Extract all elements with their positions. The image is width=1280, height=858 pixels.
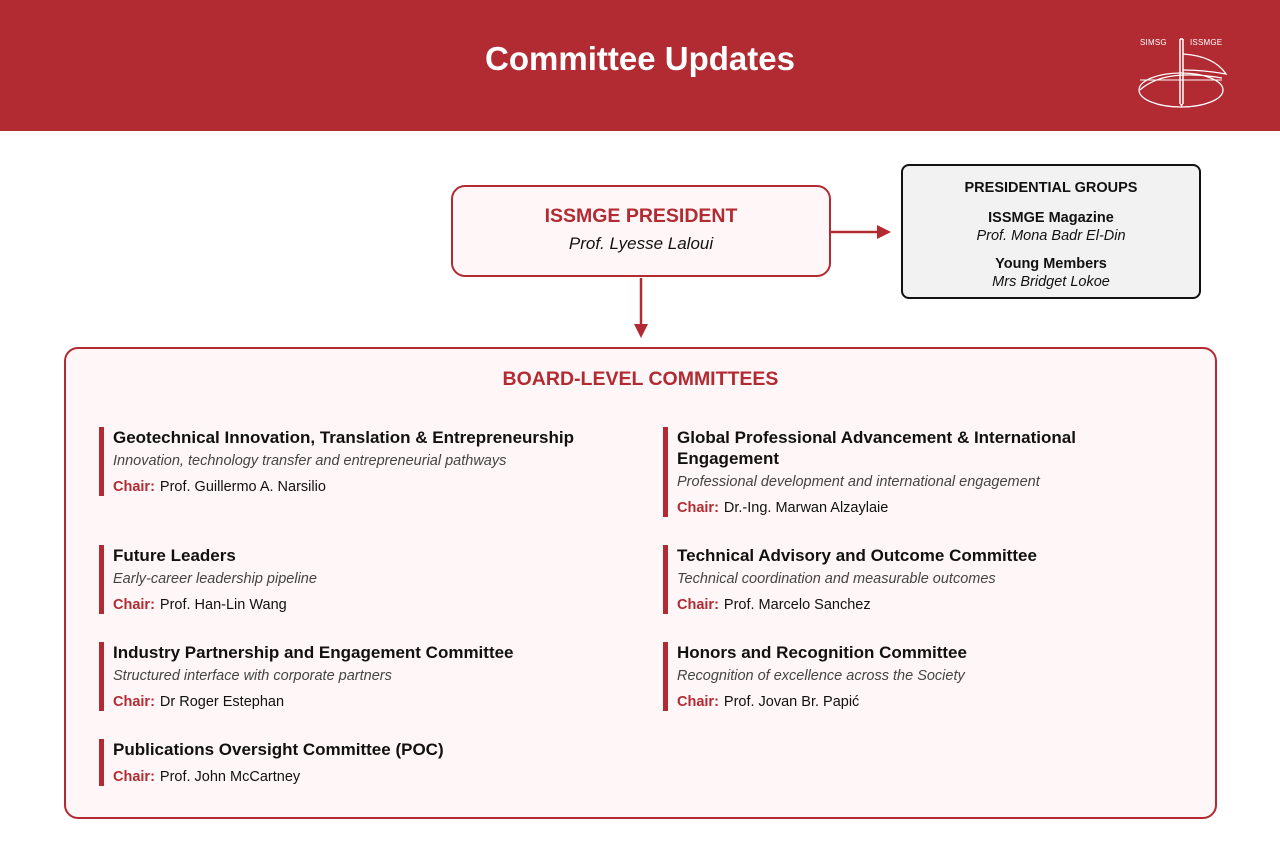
president-box	[451, 185, 831, 277]
committee-chair	[113, 768, 619, 786]
group-name: Young Members	[995, 256, 1107, 272]
committee-card	[663, 642, 1143, 711]
group-person: Mrs Bridget Lokoe	[992, 274, 1110, 290]
committee-card	[99, 427, 619, 496]
committee-chair	[677, 693, 1143, 711]
committee-chair	[677, 596, 1143, 614]
group-item	[903, 209, 1199, 245]
chair-name: Prof. Han-Lin Wang	[159, 597, 287, 613]
chair-name: Prof. Marcelo Sanchez	[723, 597, 871, 613]
chair-name: Dr Roger Estephan	[159, 694, 285, 710]
committee-card	[99, 545, 619, 614]
committee-card	[99, 739, 619, 786]
committee-description: Professional development and international engagement	[677, 474, 1040, 490]
header-banner	[0, 0, 1280, 131]
group-name: ISSMGE Magazine	[988, 210, 1114, 226]
president-title: ISSMGE PRESIDENT	[544, 205, 738, 227]
presidential-groups-box	[901, 164, 1201, 299]
chair-name: Prof. Guillermo A. Narsilio	[159, 479, 326, 495]
chair-label: Chair:	[677, 597, 719, 613]
chair-label: Chair:	[113, 479, 155, 495]
committee-name: Technical Advisory and Outcome Committee	[677, 546, 1037, 565]
group-item	[903, 255, 1199, 291]
committee-chair	[113, 478, 619, 496]
committee-card	[663, 427, 1093, 517]
committee-chair	[677, 499, 1093, 517]
board-title: BOARD-LEVEL COMMITTEES	[502, 368, 779, 390]
committee-name: Publications Oversight Committee (POC)	[113, 740, 444, 759]
committee-chair	[113, 693, 619, 711]
committee-name: Future Leaders	[113, 546, 236, 565]
committee-description: Technical coordination and measurable outcomes	[677, 571, 996, 587]
president-name: Prof. Lyesse Laloui	[568, 234, 714, 253]
issmge-logo	[1134, 34, 1230, 112]
chair-label: Chair:	[113, 769, 155, 785]
arrow-to-groups	[831, 224, 893, 240]
committee-name: Global Professional Advancement & International Engagement	[677, 428, 1076, 468]
committee-name: Geotechnical Innovation, Translation & Entrepreneurship	[113, 428, 574, 447]
chair-name: Dr.-Ing. Marwan Alzaylaie	[723, 500, 889, 516]
committee-card	[663, 545, 1143, 614]
logo-text-issmge: ISSMGE	[1190, 38, 1223, 47]
committee-description: Early-career leadership pipeline	[113, 571, 317, 587]
board-committees-panel	[64, 347, 1217, 819]
committee-card	[99, 642, 619, 711]
page-title: Committee Updates	[485, 40, 795, 77]
chair-label: Chair:	[677, 500, 719, 516]
chair-name: Prof. John McCartney	[159, 769, 301, 785]
committee-description: Innovation, technology transfer and entrepreneurial pathways	[113, 453, 507, 469]
groups-title: PRESIDENTIAL GROUPS	[964, 180, 1138, 196]
group-person: Prof. Mona Badr El-Din	[976, 228, 1126, 244]
chair-name: Prof. Jovan Br. Papić	[723, 694, 860, 710]
chair-label: Chair:	[113, 694, 155, 710]
logo-text-simsg: SIMSG	[1140, 38, 1167, 47]
chair-label: Chair:	[113, 597, 155, 613]
committee-chair	[113, 596, 619, 614]
committee-description: Recognition of excellence across the Society	[677, 668, 965, 684]
committee-description: Structured interface with corporate partners	[113, 668, 392, 684]
committee-name: Industry Partnership and Engagement Committee	[113, 643, 514, 662]
chair-label: Chair:	[677, 694, 719, 710]
arrow-to-board	[632, 278, 650, 340]
committee-name: Honors and Recognition Committee	[677, 643, 967, 662]
